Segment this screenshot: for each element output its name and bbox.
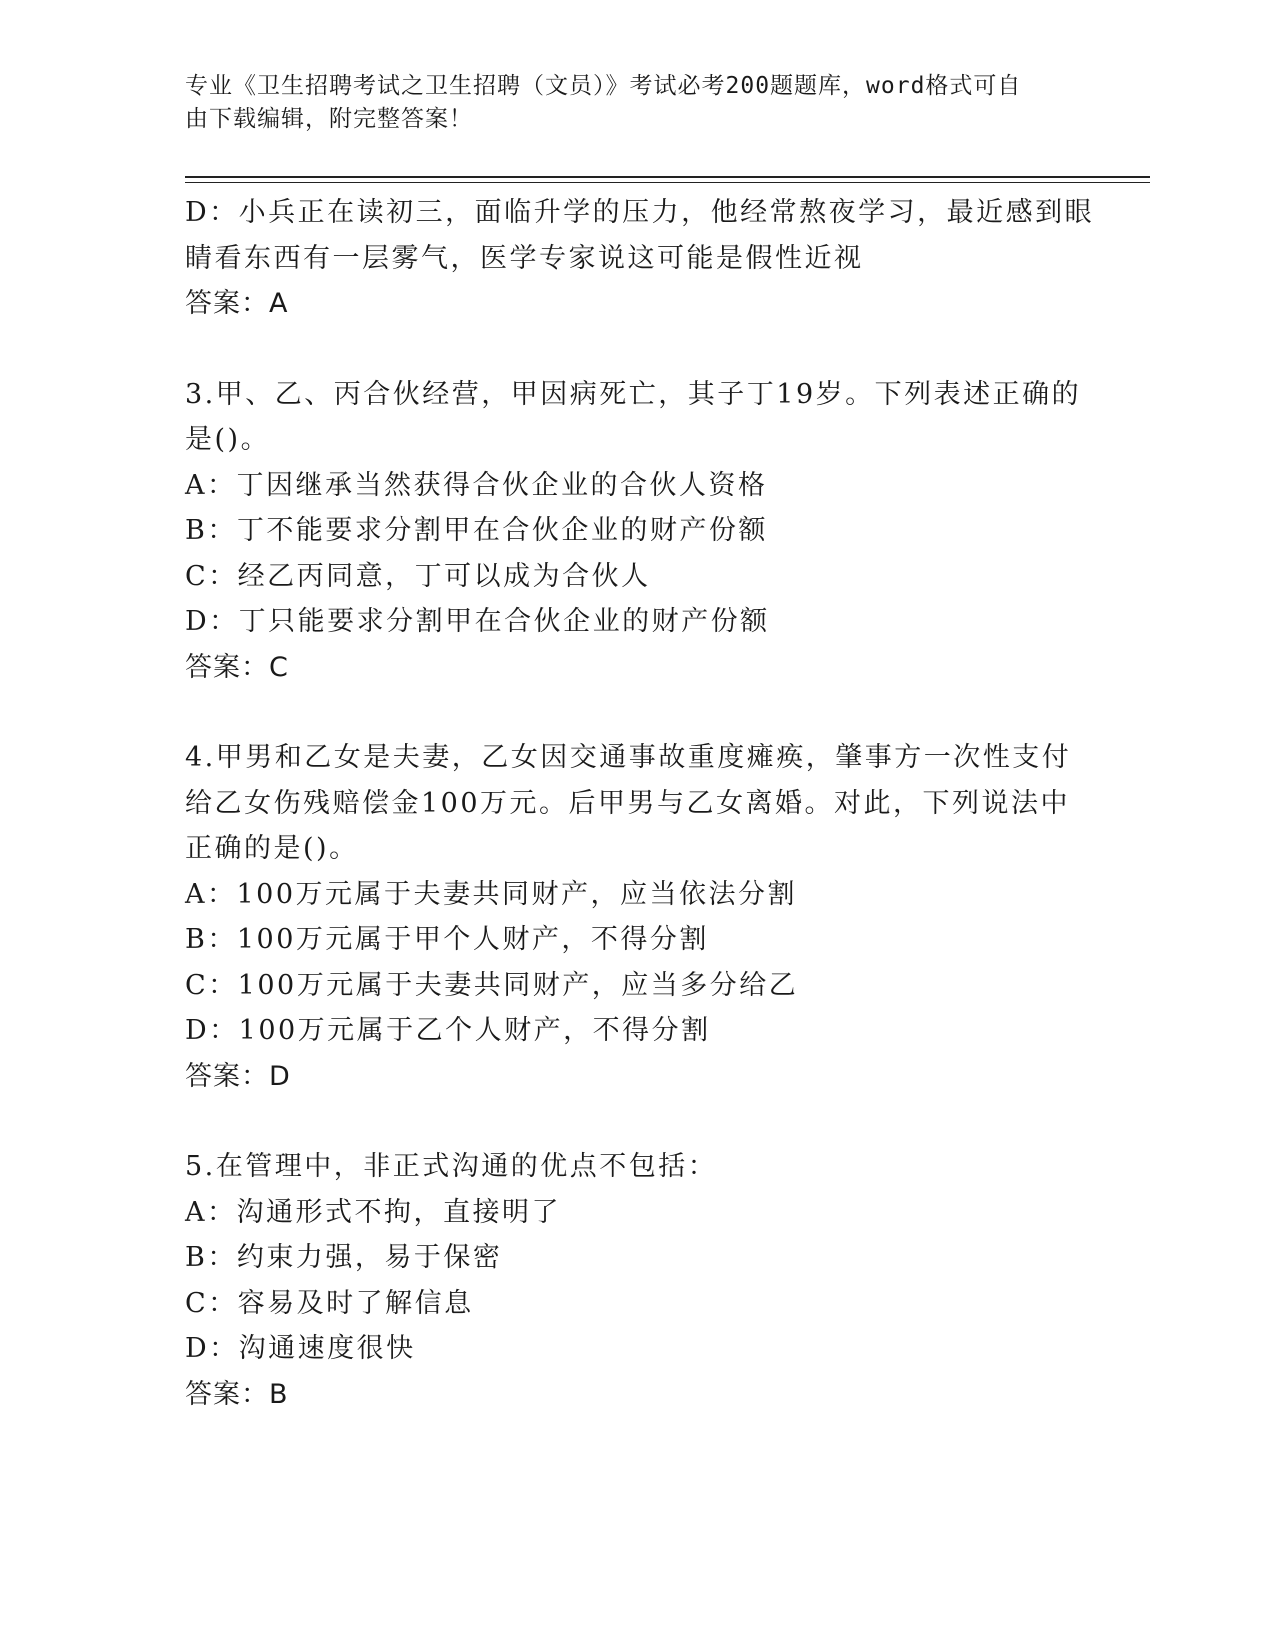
question-stem-line-1: 3.甲、乙、丙合伙经营，甲因病死亡，其子丁19岁。下列表述正确的 xyxy=(185,378,1082,410)
option-a: A：丁因继承当然获得合伙企业的合伙人资格 xyxy=(185,469,768,501)
spacer xyxy=(185,1099,1065,1144)
option-b: B：约束力强，易于保密 xyxy=(185,1242,503,1273)
option-d-line-1: D：小兵正在读初三，面临升学的压力，他经常熬夜学习，最近感到眼 xyxy=(185,197,1095,228)
option-c: C：容易及时了解信息 xyxy=(185,1287,474,1319)
option-c: C：100万元属于夫妻共同财产，应当多分给乙 xyxy=(185,969,799,1001)
option-c: C：经乙丙同意，丁可以成为合伙人 xyxy=(185,560,651,592)
header-divider-thick xyxy=(185,176,1150,178)
question-4 xyxy=(185,735,1072,1099)
option-d: D：丁只能要求分割甲在合伙企业的财产份额 xyxy=(185,606,770,637)
question-stem-line-1: 4.甲男和乙女是夫妻，乙女因交通事故重度瘫痪，肇事方一次性支付 xyxy=(185,742,1072,773)
spacer xyxy=(185,690,1065,735)
option-b: B：丁不能要求分割甲在合伙企业的财产份额 xyxy=(185,515,768,546)
header-divider-thin xyxy=(185,182,1150,183)
question-2-tail xyxy=(185,190,1095,327)
question-stem-line-2: 给乙女伤残赔偿金100万元。后甲男与乙女离婚。对此，下列说法中 xyxy=(185,787,1071,819)
option-d: D：沟通速度很快 xyxy=(185,1333,416,1364)
document-header xyxy=(185,70,1065,136)
option-d-line-2: 睛看东西有一层雾气，医学专家说这可能是假性近视 xyxy=(185,242,864,274)
answer-line: 答案：D xyxy=(185,1060,291,1092)
option-d: D：100万元属于乙个人财产，不得分割 xyxy=(185,1015,711,1046)
question-3 xyxy=(185,372,1082,691)
answer-line: 答案：B xyxy=(185,1378,289,1410)
answer-line: 答案：C xyxy=(185,651,289,683)
option-a: A：100万元属于夫妻共同财产，应当依法分割 xyxy=(185,878,798,910)
spacer xyxy=(185,327,1065,372)
header-line-1: 专业《卫生招聘考试之卫生招聘（文员）》考试必考200题题库，word格式可自 xyxy=(185,73,1022,99)
document-body xyxy=(185,190,1095,1417)
header-line-2: 由下载编辑，附完整答案！ xyxy=(185,106,473,132)
option-a: A：沟通形式不拘，直接明了 xyxy=(185,1196,561,1228)
question-stem-line-2: 是()。 xyxy=(185,424,271,455)
option-b: B：100万元属于甲个人财产，不得分割 xyxy=(185,924,709,955)
question-stem-line-3: 正确的是()。 xyxy=(185,833,359,864)
question-stem-line-1: 5.在管理中，非正式沟通的优点不包括： xyxy=(185,1151,718,1182)
question-5 xyxy=(185,1144,1065,1417)
answer-line: 答案：A xyxy=(185,288,289,319)
